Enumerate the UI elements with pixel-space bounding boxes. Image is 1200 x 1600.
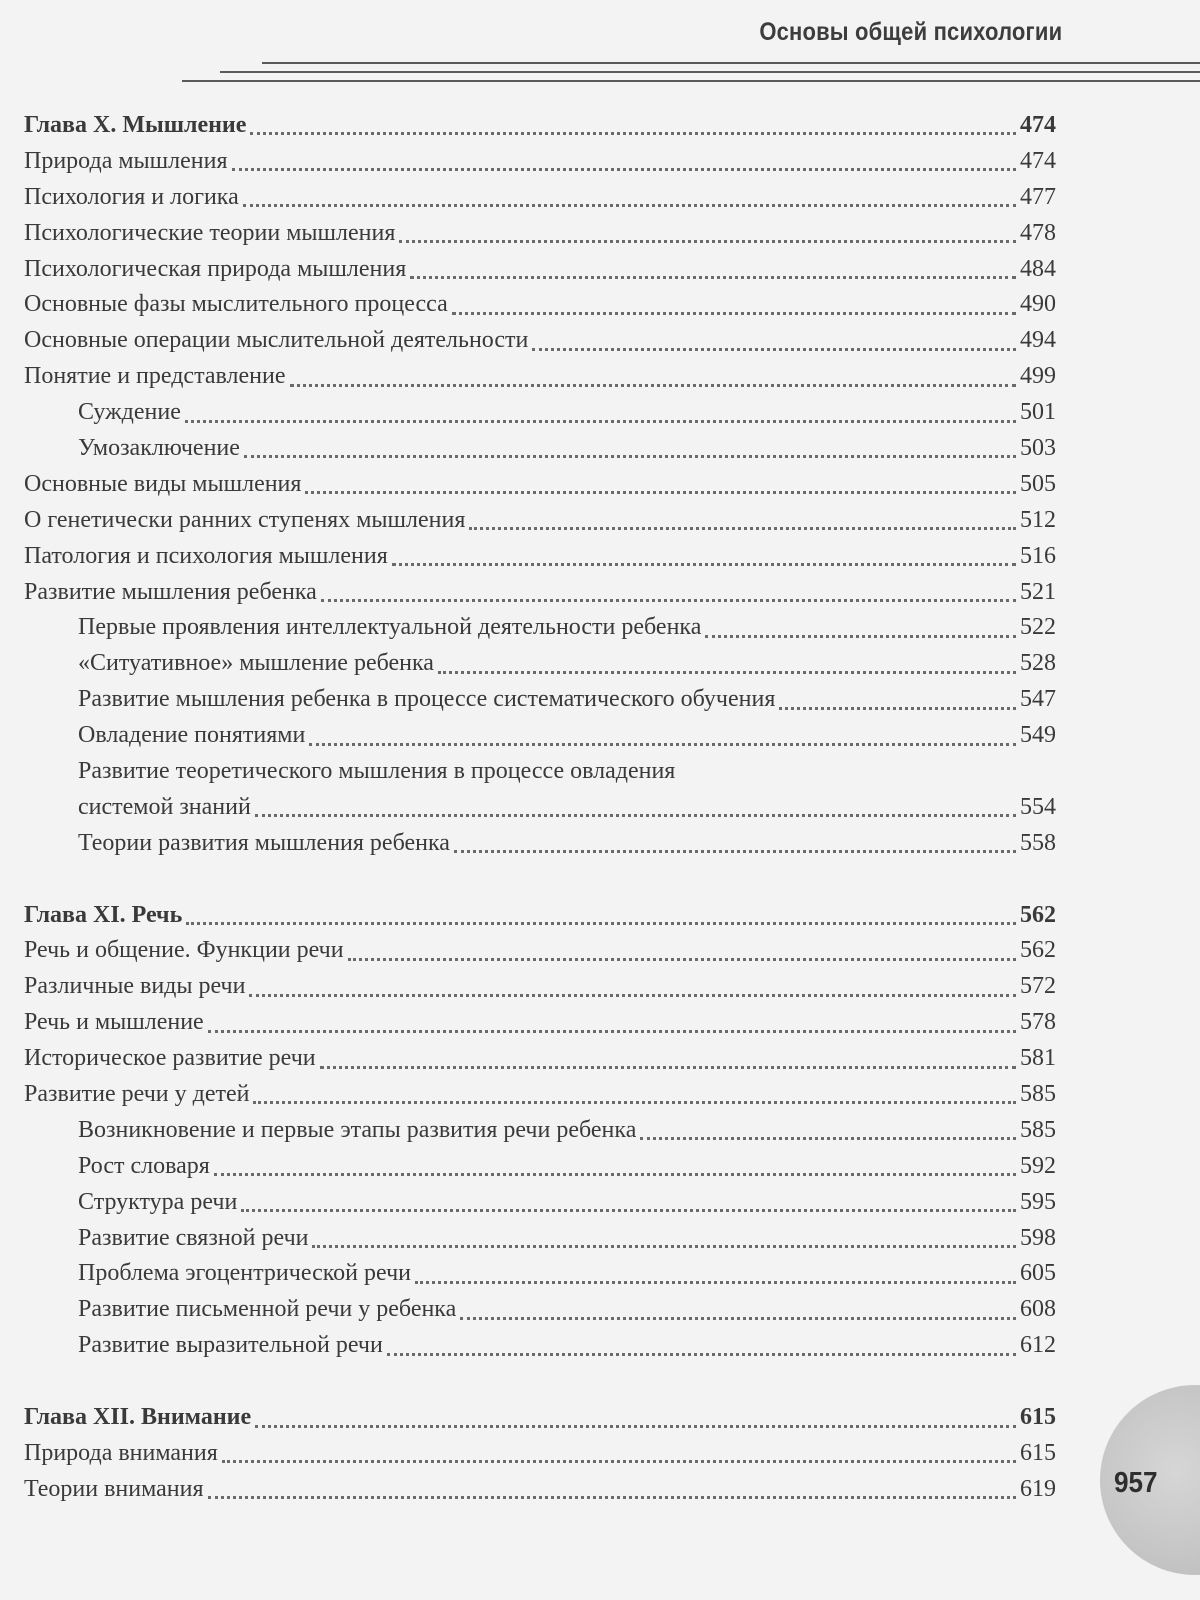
- toc-entry-title: О генетически ранних ступенях мышления: [24, 506, 466, 533]
- toc-entry-title: Речь и мышление: [24, 1009, 204, 1036]
- toc-entry-title: Природа мышления: [24, 147, 228, 174]
- dot-leader: [438, 671, 1016, 674]
- toc-entry-title: Различные виды речи: [24, 973, 246, 1000]
- dot-leader: [454, 850, 1016, 853]
- toc-entry-page: 490: [1020, 291, 1056, 318]
- toc-entry: [24, 609, 1056, 645]
- dot-leader: [309, 743, 1016, 746]
- toc-entry: [24, 1076, 1056, 1112]
- toc-entry-page: 619: [1020, 1475, 1056, 1502]
- toc-entry: [24, 1435, 1056, 1471]
- toc-entry-title: Развитие теоретического мышления в процессе овладения: [78, 757, 676, 784]
- toc-entry-page: 499: [1020, 363, 1056, 390]
- toc-entry-title: Проблема эгоцентрической речи: [78, 1260, 411, 1287]
- toc-entry-title: Теории развития мышления ребенка: [78, 829, 450, 856]
- toc-entry-page: 615: [1020, 1439, 1056, 1466]
- toc-chapter: [24, 107, 1056, 143]
- toc-entry-title: Патология и психология мышления: [24, 542, 388, 569]
- toc-chapter: [24, 1399, 1056, 1435]
- dot-leader: [250, 132, 1016, 135]
- toc-entry-title: Овладение понятиями: [78, 722, 306, 749]
- toc-entry-page: 477: [1020, 183, 1056, 210]
- dot-leader: [255, 1425, 1016, 1428]
- toc-entry-title: Умозаключение: [78, 434, 240, 461]
- toc-entry-title: Первые проявления интеллектуальной деятельности ребенка: [78, 614, 702, 641]
- toc-entry-page: 522: [1020, 614, 1056, 641]
- toc-entry-page: 605: [1020, 1260, 1056, 1287]
- dot-leader: [705, 635, 1016, 638]
- toc-entry-title: Развитие связной речи: [78, 1224, 309, 1251]
- toc-entry-title: Глава XII. Внимание: [24, 1404, 252, 1430]
- toc-entry: [24, 968, 1056, 1004]
- dot-leader: [399, 240, 1016, 243]
- dot-leader: [249, 994, 1016, 997]
- header-rule: [262, 62, 1200, 64]
- toc-entry-title: системой знаний: [78, 793, 251, 820]
- toc-entry-page: 558: [1020, 829, 1056, 856]
- dot-leader: [214, 1173, 1016, 1176]
- toc-entry-page: 554: [1020, 793, 1056, 820]
- toc-entry-page: 474: [1020, 147, 1056, 174]
- toc-entry-page: 615: [1020, 1404, 1056, 1430]
- toc-entry: [24, 466, 1056, 502]
- toc-entry-title: Глава X. Мышление: [24, 111, 247, 138]
- dot-leader: [469, 527, 1016, 530]
- toc-entry: [24, 681, 1056, 717]
- toc-entry: [24, 1471, 1056, 1507]
- toc-entry-continuation: [24, 789, 1056, 825]
- toc-entry: [24, 322, 1056, 358]
- toc-entry-page: 572: [1020, 973, 1056, 1000]
- dot-leader: [415, 1281, 1016, 1284]
- toc-entry: [24, 215, 1056, 251]
- toc-entry-title: Развитие выразительной речи: [78, 1332, 383, 1359]
- header-rule: [220, 71, 1200, 73]
- toc-entry-title: Основные виды мышления: [24, 470, 302, 497]
- header-rule: [182, 80, 1200, 82]
- toc-entry: [24, 538, 1056, 574]
- toc-entry-title: Возникновение и первые этапы развития речи ребенка: [78, 1116, 637, 1143]
- toc-entry: [24, 358, 1056, 394]
- toc-entry: [24, 179, 1056, 215]
- dot-leader: [186, 922, 1016, 925]
- dot-leader: [243, 204, 1016, 207]
- toc-entry-title: Основные фазы мыслительного процесса: [24, 291, 448, 318]
- toc-entry-page: 581: [1020, 1045, 1056, 1072]
- toc-entry: [24, 1220, 1056, 1256]
- toc-entry-page: 503: [1020, 434, 1056, 461]
- toc-entry-page: 474: [1020, 111, 1056, 138]
- toc-entry: [24, 932, 1056, 968]
- dot-leader: [290, 384, 1016, 387]
- toc-entry-page: 505: [1020, 470, 1056, 497]
- toc-entry-title: Теории внимания: [24, 1475, 204, 1502]
- toc-entry-page: 592: [1020, 1152, 1056, 1179]
- toc-entry-page: 494: [1020, 327, 1056, 354]
- dot-leader: [321, 599, 1016, 602]
- toc-entry-page: 547: [1020, 686, 1056, 713]
- toc-entry-title: Психологическая природа мышления: [24, 255, 407, 282]
- toc-entry: [24, 394, 1056, 430]
- toc-entry-page: 562: [1020, 937, 1056, 964]
- dot-leader: [779, 707, 1016, 710]
- toc-entry-page: 598: [1020, 1224, 1056, 1251]
- toc-entry: [24, 1112, 1056, 1148]
- dot-leader: [452, 312, 1016, 315]
- toc-entry-page: 595: [1020, 1188, 1056, 1215]
- dot-leader: [208, 1496, 1016, 1499]
- toc-entry-page: 478: [1020, 219, 1056, 246]
- toc-entry-title: Историческое развитие речи: [24, 1045, 316, 1072]
- toc-entry-title: Природа внимания: [24, 1439, 218, 1466]
- toc-entry: [24, 143, 1056, 179]
- dot-leader: [320, 1066, 1016, 1069]
- toc-entry: [24, 825, 1056, 861]
- toc-entry: [24, 1256, 1056, 1292]
- running-header-title: Основы общей психологии: [759, 18, 1062, 46]
- dot-leader: [348, 958, 1016, 961]
- toc-entry-title: «Ситуативное» мышление ребенка: [78, 650, 434, 677]
- toc-entry: [24, 753, 1056, 789]
- toc-entry-page: 484: [1020, 255, 1056, 282]
- dot-leader: [185, 420, 1016, 423]
- toc-entry-page: 612: [1020, 1332, 1056, 1359]
- toc-entry-title: Структура речи: [78, 1188, 238, 1215]
- toc-entry-page: 501: [1020, 399, 1056, 426]
- dot-leader: [253, 1101, 1016, 1104]
- toc-entry-title: Развитие речи у детей: [24, 1080, 250, 1107]
- toc-entry-page: 521: [1020, 578, 1056, 605]
- toc-entry-title: Развитие мышления ребенка в процессе систематического обучения: [78, 686, 776, 713]
- toc-entry-page: 578: [1020, 1009, 1056, 1036]
- dot-leader: [255, 814, 1016, 817]
- dot-leader: [232, 168, 1017, 171]
- toc-entry-title: Рост словаря: [78, 1152, 210, 1179]
- toc-entry-page: 528: [1020, 650, 1056, 677]
- toc-entry-page: 608: [1020, 1296, 1056, 1323]
- toc-entry: [24, 645, 1056, 681]
- dot-leader: [387, 1353, 1016, 1356]
- dot-leader: [208, 1030, 1016, 1033]
- dot-leader: [532, 348, 1016, 351]
- toc-entry-title: Речь и общение. Функции речи: [24, 937, 344, 964]
- toc-entry-title: Развитие письменной речи у ребенка: [78, 1296, 457, 1323]
- dot-leader: [244, 455, 1016, 458]
- toc-entry: [24, 1184, 1056, 1220]
- toc-entry-title: Глава XI. Речь: [24, 901, 183, 928]
- toc-chapter: [24, 897, 1056, 933]
- toc-entry: [24, 1040, 1056, 1076]
- toc-entry: [24, 286, 1056, 322]
- table-of-contents: [24, 107, 1056, 1507]
- toc-entry-title: Психология и логика: [24, 183, 239, 210]
- toc-entry: [24, 251, 1056, 287]
- toc-entry-page: 562: [1020, 901, 1056, 928]
- toc-entry: [24, 1327, 1056, 1363]
- toc-entry: [24, 1004, 1056, 1040]
- toc-entry: [24, 1148, 1056, 1184]
- toc-entry: [24, 430, 1056, 466]
- dot-leader: [312, 1245, 1016, 1248]
- toc-entry-title: Суждение: [78, 399, 181, 426]
- toc-entry: [24, 502, 1056, 538]
- dot-leader: [640, 1137, 1016, 1140]
- toc-entry-title: Основные операции мыслительной деятельности: [24, 327, 529, 354]
- toc-entry-page: 549: [1020, 722, 1056, 749]
- page-number: 957: [1114, 1467, 1158, 1499]
- dot-leader: [241, 1209, 1016, 1212]
- dot-leader: [460, 1317, 1016, 1320]
- toc-entry-page: 516: [1020, 542, 1056, 569]
- toc-entry-title: Психологические теории мышления: [24, 219, 396, 246]
- toc-entry-page: 512: [1020, 506, 1056, 533]
- toc-entry-title: Развитие мышления ребенка: [24, 578, 317, 605]
- toc-entry-title: Понятие и представление: [24, 363, 286, 390]
- toc-entry-page: 585: [1020, 1116, 1056, 1143]
- toc-entry: [24, 717, 1056, 753]
- dot-leader: [305, 491, 1016, 494]
- dot-leader: [222, 1460, 1016, 1463]
- dot-leader: [392, 563, 1016, 566]
- toc-entry: [24, 574, 1056, 610]
- toc-entry: [24, 1291, 1056, 1327]
- dot-leader: [410, 276, 1016, 279]
- toc-entry-page: 585: [1020, 1080, 1056, 1107]
